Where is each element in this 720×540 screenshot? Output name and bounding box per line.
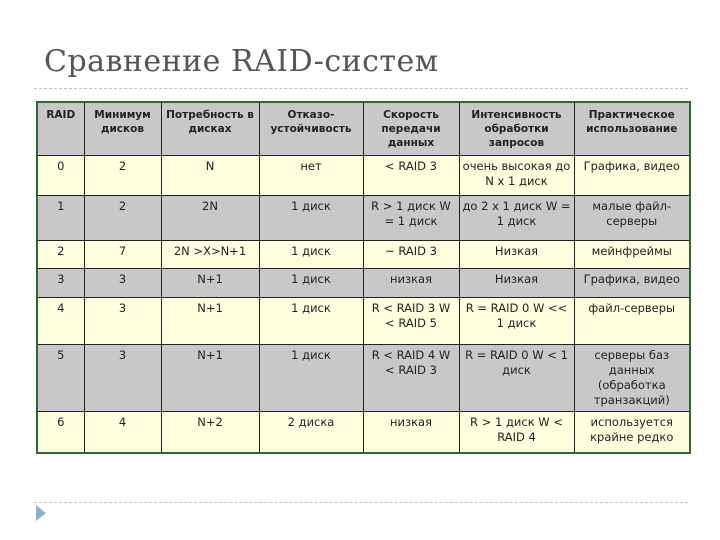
table-cell: очень высокая до N x 1 диск <box>459 155 574 195</box>
table-cell: нет <box>259 155 363 195</box>
column-header: Минимум дисков <box>84 102 161 155</box>
table-cell: 7 <box>84 240 161 268</box>
table-row <box>37 297 690 344</box>
table-cell: 2 диска <box>259 411 363 453</box>
table-cell: R < RAID 3 W < RAID 5 <box>363 297 459 344</box>
table-cell: 2N <box>161 195 259 240</box>
divider-top <box>34 88 688 89</box>
table-header-row <box>37 102 690 155</box>
table-cell: низкая <box>363 268 459 297</box>
table-cell: Графика, видео <box>574 268 690 297</box>
column-header: Практическое использование <box>574 102 690 155</box>
table-cell: Низкая <box>459 240 574 268</box>
table-cell: используется крайне редко <box>574 411 690 453</box>
table-cell: N+1 <box>161 344 259 411</box>
table-cell: 5 <box>37 344 84 411</box>
table-cell: 4 <box>37 297 84 344</box>
table-cell: R > 1 диск W < RAID 4 <box>459 411 574 453</box>
table-cell: 4 <box>84 411 161 453</box>
column-header: Скорость передачи данных <box>363 102 459 155</box>
table-row <box>37 411 690 453</box>
table-cell: 1 диск <box>259 195 363 240</box>
table-cell: R < RAID 4 W < RAID 3 <box>363 344 459 411</box>
table-cell: < RAID 3 <box>363 155 459 195</box>
table-cell: R > 1 диск W = 1 диск <box>363 195 459 240</box>
table-cell: ~ RAID 3 <box>363 240 459 268</box>
table-cell: низкая <box>363 411 459 453</box>
triangle-bullet-icon <box>36 505 46 521</box>
table-cell: 3 <box>84 268 161 297</box>
divider-bottom <box>34 502 688 503</box>
table-cell: 3 <box>37 268 84 297</box>
table-cell: малые файл-серверы <box>574 195 690 240</box>
table-row <box>37 268 690 297</box>
table-row <box>37 195 690 240</box>
table-cell: серверы баз данных (обработка транзакций) <box>574 344 690 411</box>
column-header: RAID <box>37 102 84 155</box>
table-cell: R = RAID 0 W << 1 диск <box>459 297 574 344</box>
table-cell: мейнфреймы <box>574 240 690 268</box>
table-cell: 3 <box>84 344 161 411</box>
slide-title: Сравнение RAID-систем <box>44 44 439 79</box>
table-cell: 2 <box>84 195 161 240</box>
table-cell: до 2 x 1 диск W = 1 диск <box>459 195 574 240</box>
table-cell: Низкая <box>459 268 574 297</box>
table-cell: файл-серверы <box>574 297 690 344</box>
table-row <box>37 344 690 411</box>
table-cell: N <box>161 155 259 195</box>
table-row <box>37 155 690 195</box>
column-header: Интенсивность обработки запросов <box>459 102 574 155</box>
table-cell: R = RAID 0 W < 1 диск <box>459 344 574 411</box>
column-header: Отказо-устойчивость <box>259 102 363 155</box>
table-cell: 2 <box>84 155 161 195</box>
table-cell: 1 диск <box>259 268 363 297</box>
table-cell: 2N >X>N+1 <box>161 240 259 268</box>
table-cell: 0 <box>37 155 84 195</box>
table-cell: N+1 <box>161 297 259 344</box>
table-cell: 3 <box>84 297 161 344</box>
table-cell: 1 диск <box>259 344 363 411</box>
column-header: Потребность в дисках <box>161 102 259 155</box>
table-cell: 1 <box>37 195 84 240</box>
table-cell: 2 <box>37 240 84 268</box>
raid-comparison-table <box>36 101 691 454</box>
table-row <box>37 240 690 268</box>
table-cell: 1 диск <box>259 240 363 268</box>
table-cell: N+1 <box>161 268 259 297</box>
table-cell: 6 <box>37 411 84 453</box>
table-cell: N+2 <box>161 411 259 453</box>
table-cell: 1 диск <box>259 297 363 344</box>
table-cell: Графика, видео <box>574 155 690 195</box>
